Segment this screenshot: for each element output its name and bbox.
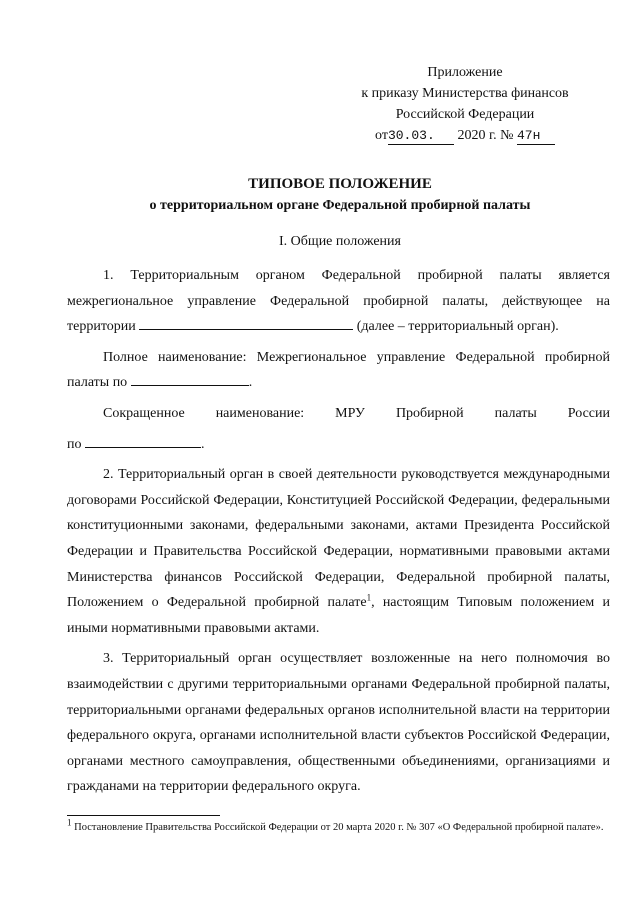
paragraph-2-text: 2. Территориальный орган в своей деятельности руководствуется международными договорами Российской Федерации, Конституцией Российской Федерации, федеральными конституционными законами, федеральными законами, актами Президента Российской Федерации и Правительства Российской Федерации, нормативными правовыми актами Министерства финансов Российской Федерации, Федеральной пробирной палаты, Положением о Федеральной пробирной палате bbox=[67, 467, 610, 611]
appendix-header bbox=[340, 62, 590, 146]
order-year: 2020 г. bbox=[457, 128, 497, 143]
footnote bbox=[67, 817, 610, 836]
appendix-date-line bbox=[340, 125, 590, 146]
short-name-word: МРУ bbox=[335, 405, 365, 421]
short-name-word: палаты bbox=[494, 405, 537, 421]
territory-blank bbox=[139, 315, 353, 330]
short-name-word: наименование: bbox=[215, 405, 305, 421]
document-subtitle: о территориальном органе Федеральной пробирной палаты bbox=[149, 198, 531, 213]
paragraph-1 bbox=[67, 263, 610, 340]
short-name-po: по bbox=[67, 436, 82, 452]
short-name-blank bbox=[85, 433, 201, 448]
appendix-label: Приложение bbox=[427, 65, 503, 80]
document-title: ТИПОВОЕ ПОЛОЖЕНИЕ bbox=[248, 176, 432, 192]
paragraph-1-text: 1. Территориальным органом Федеральной пробирной палаты является межрегиональное управление Федеральной пробирной палаты, действующее на территории bbox=[67, 268, 610, 335]
paragraph-2-tail: , настоящим Типовым положением и иными нормативными правовыми актами. bbox=[67, 595, 610, 636]
short-name-word: Сокращенное bbox=[103, 405, 185, 421]
paragraph-1-tail: (далее – территориальный орган). bbox=[356, 319, 559, 335]
footnote-mark: 1 bbox=[67, 817, 72, 828]
paragraph-2 bbox=[67, 462, 610, 641]
number-sign: № bbox=[500, 128, 514, 143]
date-prefix: от bbox=[375, 128, 388, 143]
footnote-ref: 1 bbox=[366, 592, 372, 603]
full-name-blank bbox=[131, 371, 249, 386]
short-name-word: России bbox=[567, 405, 610, 421]
short-name-line bbox=[67, 401, 610, 427]
short-name-continuation bbox=[67, 432, 610, 458]
order-date: 30.03. bbox=[388, 128, 454, 145]
document-body bbox=[67, 263, 610, 805]
full-name-end: . bbox=[248, 375, 253, 391]
appendix-country: Российской Федерации bbox=[395, 107, 535, 122]
paragraph-3: 3. Территориальный орган осуществляет возложенные на него полномочия во взаимодействии с другими территориальными органами Федеральной пробирной палаты, территориальными органами федеральных органов исполнительной власти на территории федерального округа, органами исполнительной власти субъектов Российской Федерации, органами местного самоуправления, общественными объединениями, организациями и гражданами на территории федерального округа. bbox=[67, 651, 610, 795]
short-name-end: . bbox=[201, 436, 205, 452]
footnote-text: Постановление Правительства Российской Федерации от 20 марта 2020 г. № 307 «О Федеральной пробирной палате». bbox=[74, 822, 604, 833]
short-name-word: Пробирной bbox=[395, 405, 464, 421]
order-number: 47н bbox=[517, 128, 555, 145]
full-name-text: Полное наименование: Межрегиональное управление Федеральной пробирной палаты по bbox=[67, 349, 610, 391]
appendix-order-ref: к приказу Министерства финансов bbox=[361, 86, 569, 101]
footnote-separator bbox=[67, 815, 220, 816]
paragraph-full-name bbox=[67, 345, 610, 396]
section-heading: I. Общие положения bbox=[279, 234, 401, 249]
